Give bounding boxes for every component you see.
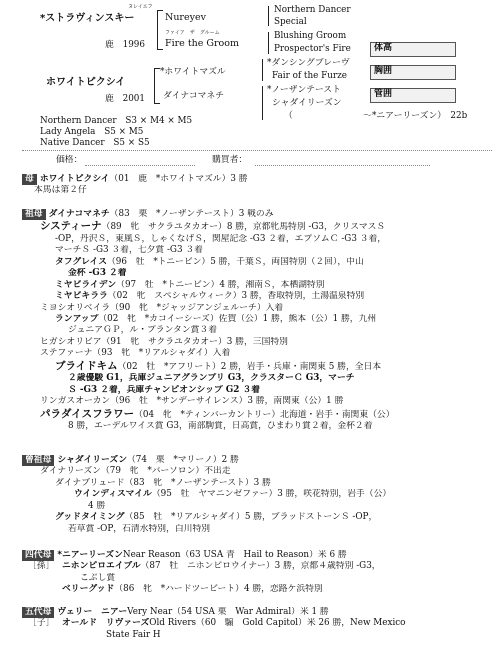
fifth-dam-header: 五代母 (22, 607, 54, 618)
produce-name: ブライドキム (55, 359, 118, 372)
produce-record: Old Rivers（60 騸 Gold Capitol）米 26 勝，New Mexico (149, 618, 406, 629)
produce-name: ミヤビキララ (55, 291, 108, 302)
dam-sire-dam: Fair of the Furze (272, 71, 347, 81)
produce-name: システィーナ (40, 220, 102, 233)
fifth-dam-sub: ［子］ (28, 618, 55, 629)
sire-name-jp: *ストラヴィンスキー (40, 13, 135, 24)
produce-name: ミヤビライデン (55, 279, 117, 290)
great-granddam-section (22, 455, 498, 535)
dam-info: 鹿 2001 (105, 94, 145, 104)
sire-ruby: ヌレイエフ (128, 4, 153, 10)
great-granddam-info: （74 栗 *マリーノ）2 勝 (127, 455, 239, 465)
cannon-label: 管囲 (374, 89, 393, 99)
height-label: 体高 (374, 43, 393, 53)
produce-record: （97 牡 *トニービン）4 勝，湘南Ｓ，本栖湖特別 (116, 279, 325, 290)
produce-record: 4 勝 (88, 500, 106, 511)
produce-record: ミヨシオリベイラ（90 牝 *ジャッジアンジェルーチ）入着 (40, 302, 284, 313)
fifth-dam-section (22, 607, 498, 641)
produce-record: マーチＳ -G3 ３着，七夕賞 -G3 ３着 (55, 245, 203, 256)
dam-sire-sire: *ダンシングブレーヴ (267, 58, 350, 68)
produce-name: ランアップ (55, 314, 99, 325)
sire-dam-dam: Prospector's Fire (274, 44, 351, 54)
mother-header: 母 (22, 174, 37, 185)
inbreeding-2: Lady Angela S5 × M5 (40, 127, 144, 137)
mother-section (22, 174, 498, 197)
dam-sire: *ホワイトマズル (160, 67, 226, 77)
granddam-info: （83 栗 *ノーザンテースト）3 戦のみ (109, 209, 274, 219)
produce-record: リンガスオーカン（96 牡 *サンデーサイレンス）3 勝，南関東（公）1 勝 (40, 396, 344, 407)
produce-name: パラダイスフラワー (40, 407, 135, 420)
produce-name: ニホンピロエイブル (62, 561, 141, 572)
fifth-dam-info: Very Near（54 USA 栗 War Admiral）米 1 勝 (127, 607, 329, 617)
buyer-field[interactable] (255, 165, 430, 166)
produce-record: （04 牝 *ティンバーカントリー）北海道・岩手・南関東（公） (134, 409, 395, 420)
produce-record: （85 牡 *リアルシャダイ）5 勝，ブラッドストーンＳ -OP， (124, 512, 378, 523)
produce-record: （95 牡 ヤマニンゼファー）3 勝，咲花特別，岩手（公） (151, 489, 392, 500)
bracket-line (268, 6, 269, 26)
produce-name: グッドタイミング (55, 512, 125, 523)
bracket-tick (154, 103, 160, 104)
sire-info: 鹿 1996 (105, 40, 145, 50)
dam-dam: ダイナコマネチ (163, 91, 225, 101)
bracket-line (262, 86, 263, 120)
great-granddam-header: 曾祖母 (22, 455, 54, 466)
bracket-line (154, 68, 155, 104)
sire-dam-ruby: ファイア ザ グルーム (165, 30, 220, 36)
granddam-lines (22, 220, 498, 432)
fourth-dam-sub: ［孫］ (28, 561, 55, 572)
bracket-tick (157, 49, 163, 50)
fourth-dam-header: 四代母 (22, 550, 54, 561)
price-label: 価格： (56, 155, 83, 165)
produce-name: ベリーグッド (62, 584, 115, 595)
buyer-label: 購買者： (212, 155, 248, 165)
produce-record: ２歳優駿 G1，兵庫ジュニアグランプリ G3，クラスターＣ G3，マーチ (68, 373, 355, 384)
produce-record: （89 牝 サクラユタカオー）8 勝，京都牝馬特別 -G3，クリスマスＳ (101, 222, 386, 233)
bracket-tick (154, 68, 160, 69)
fourth-dam-name: *ニアーリーズン (57, 550, 123, 560)
sire-sire-sire: Northern Dancer (274, 5, 351, 15)
produce-record: こぶし賞 (80, 572, 116, 583)
produce-record: （96 牡 *トニービン）5 勝，千葉Ｓ，両国特別（２回），中山 (107, 256, 364, 267)
bracket-line (268, 32, 269, 54)
sire-dam-sire: Blushing Groom (274, 31, 347, 41)
chest-label: 胸囲 (374, 66, 393, 76)
mother-note: 本馬は第２仔 (34, 185, 87, 196)
bracket-line (157, 10, 158, 50)
bracket-line (262, 59, 263, 81)
produce-name: タフグレイス (55, 256, 107, 267)
granddam-header: 祖母 (22, 209, 46, 220)
produce-record: （02 牡 *アフリート）2 勝，岩手・兵庫・南関東 5 勝，全日本 (117, 361, 382, 372)
produce-record: ヒガシオリビア（91 牝 サクラユタカオー）3 勝，三国特別 (40, 336, 288, 347)
produce-record: ジュニアＧＰ，ル・プランタン賞３着 (68, 325, 218, 336)
produce-record: Ｓ -G3 ２着，兵庫チャンピオンシップ G2 ３着 (68, 384, 261, 395)
mother-info: （01 鹿 *ホワイトマズル）3 勝 (109, 174, 248, 184)
produce-record: 若草賞 -OP，石清水特別，白川特別 (68, 523, 211, 534)
separator (22, 150, 492, 151)
great-granddam-name: シャダイリーズン (57, 455, 127, 465)
inbreeding-3: Native Dancer S5 × S5 (40, 138, 150, 148)
produce-record: ステファーナ（93 牝 *リアルシャダイ）入着 (40, 348, 231, 359)
fourth-dam-info: Near Reason（63 USA 青 Hail to Reason）米 6 勝 (122, 550, 347, 560)
produce-name: ウインディスマイル (74, 489, 152, 500)
dam-dam-dam: シャダイリーズン (272, 98, 342, 108)
granddam-section (22, 209, 498, 433)
produce-record: ダイナブリュード（83 牝 *ノーザンテースト）3 勝 (55, 477, 271, 488)
dam-dam-dam-line: （ ～*ニアーリーズン） 22b (284, 111, 468, 121)
granddam-name: ダイナコマネチ (48, 209, 110, 219)
price-field[interactable] (85, 165, 195, 166)
inbreeding-1: Northern Dancer S3 × M4 × M5 (40, 116, 193, 126)
sire-name-en: Nureyev (165, 12, 206, 23)
dam-name-jp: ホワイトピクシイ (46, 77, 126, 88)
produce-record: 金杯 -G3 ２着 (68, 268, 127, 279)
produce-record: （02 牝 スペシャルウィーク）3 勝，香取特別，土湯温泉特別 (107, 291, 365, 302)
dam-dam-sire: *ノーザンテースト (267, 85, 341, 95)
produce-record: （02 牝 *カコイーシーズ）佐賀（公）1 勝，熊本（公）1 勝，九州 (98, 314, 377, 325)
bracket-tick (157, 10, 163, 11)
produce-record: -OP，丹沢Ｓ，東風Ｓ，しゃくなげＳ，関屋記念 -G3 ２着，エプソムＣ -G3 ３着， (55, 234, 387, 245)
fourth-dam-section (22, 550, 498, 596)
sire-sire-dam: Special (274, 17, 307, 27)
produce-record: （86 牝 *ハードツービート）4 勝，恋路ケ浜特別 (114, 584, 323, 595)
produce-record: （87 牡 ニホンピロウイナー）3 勝，京都４歳特別 -G3， (140, 561, 381, 572)
produce-record: 8 勝，エーデルワイス賞 G3，南部駒賞，日高賞，ひまわり賞２着，金杯２着 (68, 421, 373, 432)
produce-name: オールド リヴァーズ (62, 618, 150, 629)
sire-dam: Fire the Groom (165, 38, 239, 49)
fifth-dam-name: ヴェリー ニアー (57, 607, 128, 617)
mother-name: ホワイトピクシイ (39, 174, 110, 184)
produce-record: State Fair H (106, 629, 161, 640)
produce-record: ダイナリーズン（79 牝 *バーソロン）不出走 (40, 466, 231, 477)
